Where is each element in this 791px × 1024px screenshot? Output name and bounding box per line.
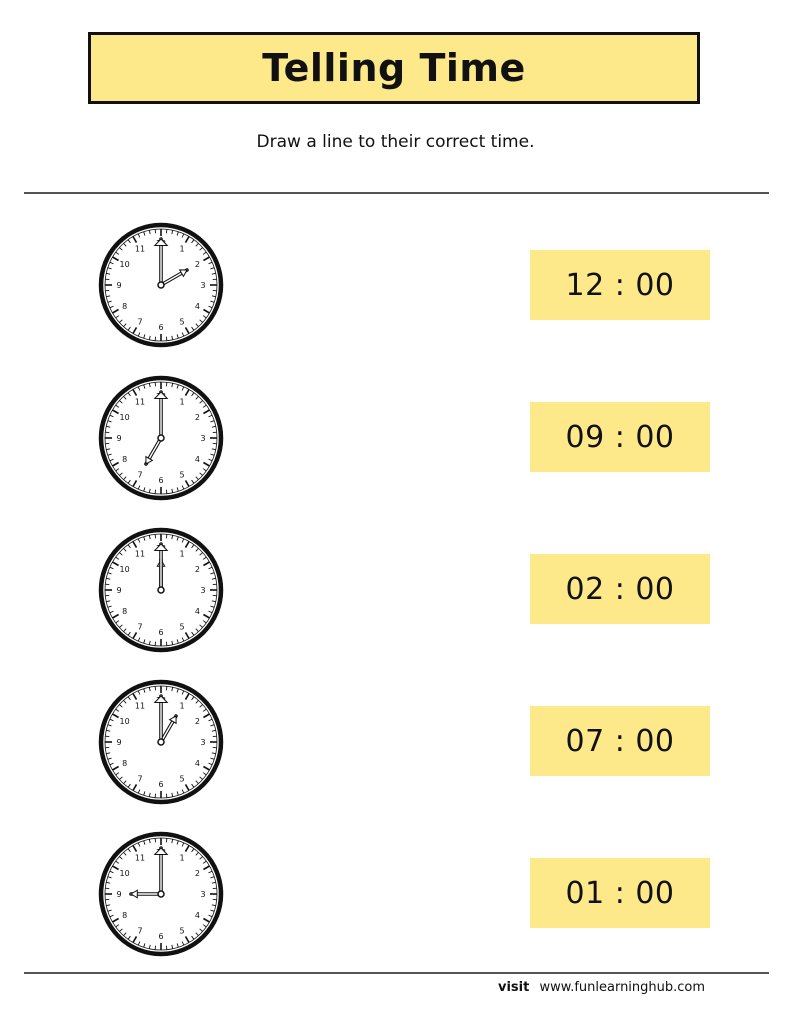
clock-numeral: 10 bbox=[119, 565, 130, 574]
time-option-4 bbox=[530, 706, 710, 776]
time-option-5 bbox=[530, 858, 710, 928]
clock-numeral: 1 bbox=[179, 244, 185, 254]
footer-url[interactable]: www.funlearninghub.com bbox=[539, 980, 706, 995]
clock-numeral: 5 bbox=[179, 317, 185, 327]
time-option-2 bbox=[530, 402, 710, 472]
clock-numeral: 4 bbox=[194, 302, 200, 311]
clock-numeral: 1 bbox=[179, 701, 185, 711]
clock-numeral: 8 bbox=[122, 759, 128, 768]
title-banner bbox=[88, 32, 700, 104]
clock-numeral: 4 bbox=[194, 455, 200, 464]
clock-numeral: 9 bbox=[116, 281, 122, 290]
clock-numeral: 11 bbox=[134, 549, 146, 559]
clock-numeral: 5 bbox=[179, 926, 185, 936]
clock-numeral: 7 bbox=[137, 774, 143, 784]
clock-center-pin bbox=[158, 891, 164, 897]
clock-numeral: 11 bbox=[134, 853, 146, 863]
clock-numeral: 3 bbox=[200, 281, 206, 290]
clock-numeral: 1 bbox=[179, 549, 185, 559]
clock-numeral: 9 bbox=[116, 890, 122, 899]
footer-credit bbox=[498, 980, 705, 995]
clock-center-pin bbox=[158, 282, 164, 288]
clock-numeral: 4 bbox=[194, 911, 200, 920]
clock-center-pin bbox=[158, 435, 164, 441]
clock-numeral: 4 bbox=[194, 607, 200, 616]
clock-numeral: 8 bbox=[122, 911, 128, 920]
clock-icon bbox=[98, 375, 224, 501]
clock-face-1 bbox=[98, 222, 224, 348]
clock-face-2 bbox=[98, 375, 224, 501]
clock-numeral: 6 bbox=[158, 476, 164, 485]
bottom-divider bbox=[24, 972, 769, 974]
clock-center-pin bbox=[158, 587, 164, 593]
clock-numeral: 5 bbox=[179, 470, 185, 480]
clock-numeral: 5 bbox=[179, 774, 185, 784]
instruction-text: Draw a line to their correct time. bbox=[256, 132, 535, 152]
clock-numeral: 1 bbox=[179, 853, 185, 863]
clock-numeral: 10 bbox=[119, 413, 130, 422]
clock-icon bbox=[98, 679, 224, 805]
time-option-1 bbox=[530, 250, 710, 320]
clock-numeral: 6 bbox=[158, 932, 164, 941]
clock-numeral: 7 bbox=[137, 622, 143, 632]
clock-numeral: 2 bbox=[194, 413, 200, 422]
clock-numeral: 3 bbox=[200, 434, 206, 443]
time-option-label: 09 : 00 bbox=[565, 419, 675, 455]
time-option-3 bbox=[530, 554, 710, 624]
clock-numeral: 1 bbox=[179, 397, 185, 407]
time-option-label: 01 : 00 bbox=[565, 875, 675, 911]
clock-numeral: 2 bbox=[194, 869, 200, 878]
clock-numeral: 10 bbox=[119, 260, 130, 269]
clock-numeral: 9 bbox=[116, 434, 122, 443]
clock-numeral: 8 bbox=[122, 455, 128, 464]
page-title: Telling Time bbox=[262, 46, 526, 90]
clock-face-3 bbox=[98, 527, 224, 653]
time-option-label: 02 : 00 bbox=[565, 571, 675, 607]
clock-numeral: 4 bbox=[194, 759, 200, 768]
clock-center-pin bbox=[158, 739, 164, 745]
clock-numeral: 8 bbox=[122, 607, 128, 616]
clock-icon bbox=[98, 222, 224, 348]
clock-numeral: 2 bbox=[194, 717, 200, 726]
clock-face-5 bbox=[98, 831, 224, 957]
clock-icon bbox=[98, 527, 224, 653]
clock-numeral: 2 bbox=[194, 260, 200, 269]
clock-numeral: 3 bbox=[200, 890, 206, 899]
clock-numeral: 6 bbox=[158, 628, 164, 637]
clock-numeral: 11 bbox=[134, 397, 146, 407]
clock-numeral: 11 bbox=[134, 701, 146, 711]
clock-numeral: 3 bbox=[200, 586, 206, 595]
top-divider bbox=[24, 192, 769, 194]
time-option-label: 12 : 00 bbox=[565, 267, 675, 303]
clock-numeral: 7 bbox=[137, 470, 143, 480]
clock-numeral: 6 bbox=[158, 323, 164, 332]
clock-numeral: 2 bbox=[194, 565, 200, 574]
clock-numeral: 10 bbox=[119, 717, 130, 726]
clock-numeral: 10 bbox=[119, 869, 130, 878]
clock-numeral: 11 bbox=[134, 244, 146, 254]
clock-numeral: 3 bbox=[200, 738, 206, 747]
clock-numeral: 9 bbox=[116, 586, 122, 595]
clock-numeral: 6 bbox=[158, 780, 164, 789]
clock-numeral: 8 bbox=[122, 302, 128, 311]
clock-face-4 bbox=[98, 679, 224, 805]
clock-numeral: 5 bbox=[179, 622, 185, 632]
clock-icon bbox=[98, 831, 224, 957]
footer-visit-label: visit bbox=[498, 980, 530, 995]
clock-numeral: 7 bbox=[137, 926, 143, 936]
clock-numeral: 7 bbox=[137, 317, 143, 327]
time-option-label: 07 : 00 bbox=[565, 723, 675, 759]
clock-numeral: 9 bbox=[116, 738, 122, 747]
